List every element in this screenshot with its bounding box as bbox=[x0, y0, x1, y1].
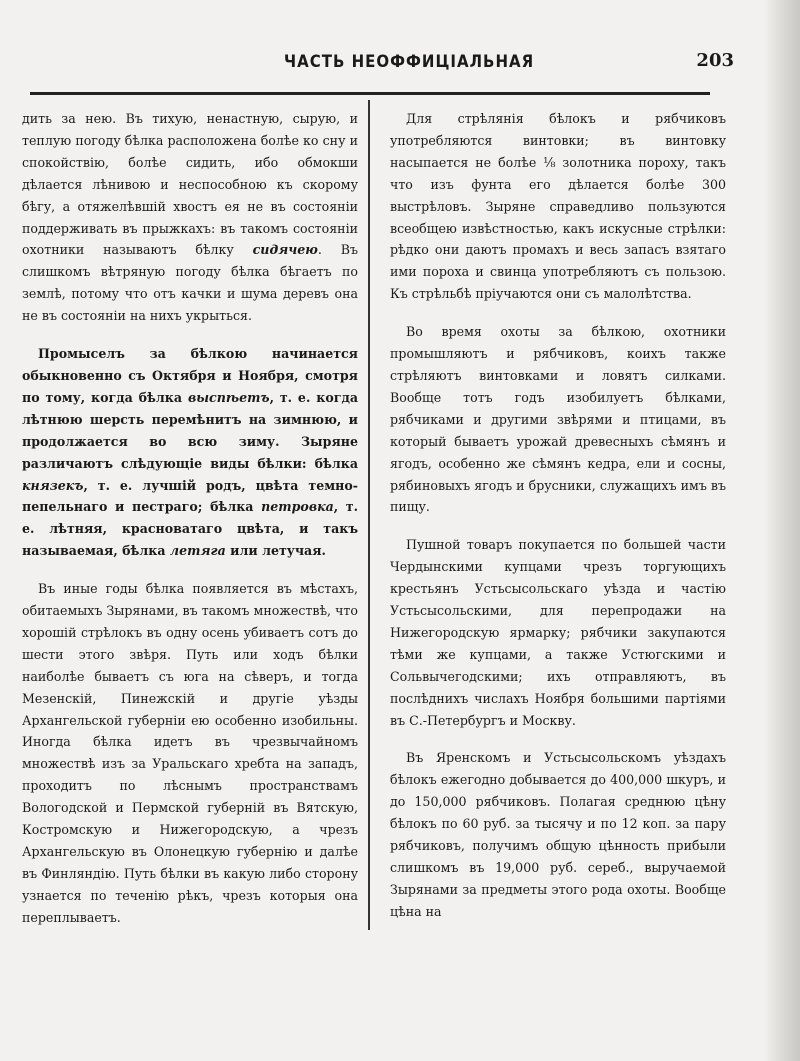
text-run: Въ Яренскомъ и Устьсысольскомъ уѣздахъ бѣлокъ ежегодно добывается до 400,000 шкуръ, и до 150,000 рябчиковъ. Полагая среднюю цѣну бѣлокъ по 60 руб. за тысячу и по 12 коп. за пару рябчиковъ, получимъ общую цѣнность прибыли слишкомъ въ 19,000 руб. сереб., выручаемой Зырянами за предметы этого рода охоты. Вообще цѣна на bbox=[390, 750, 726, 919]
emphasis: выспѣетъ bbox=[187, 389, 270, 405]
text-run: дить за нею. bbox=[22, 111, 126, 126]
text-run: Въ тихую, ненастную, сырую, и теплую погоду бѣлка расположена болѣе ко сну и спокойствiю, болѣе сидить, ибо обмокши дѣлается лѣнивою и неспособною къ скорому бѣгу, а отяжелѣвшiй хвостъ ея не въ состоянiи поддерживать въ прыжкахъ: въ такомъ состоянiи охотники называютъ бѣлку bbox=[22, 111, 358, 258]
text-run: , т. е. лѣтняя, красноватаго цвѣта, и такъ называемая, бѣлка bbox=[22, 499, 358, 559]
text-run: Промыселъ за бѣлкою начинается обыкновенно съ Октября и Ноября, смотря по тому, когда бѣлка bbox=[22, 346, 358, 405]
paragraph bbox=[390, 747, 726, 922]
text-run: Для стрѣлянiя бѣлокъ и рябчиковъ употребляются винтовки; въ винтовку насыпается не болѣе ⅛ золотника пороху, такъ что изъ фунта его дѣлается болѣе 300 выстрѣловъ. Зыряне справедливо пользуются всеобщею извѣстностью, какъ искусные стрѣлки: рѣдко они даютъ промахъ и весь запасъ взятаго ими пороха и свинца употребляютъ съ пользою. Къ стрѣльбѣ прiучаются они съ малолѣтства. bbox=[390, 111, 726, 302]
text-run: , т. е. лучшiй родъ, цвѣта темно-пепельнаго и пестраго; бѣлка bbox=[22, 477, 358, 515]
text-run: , т. е. когда лѣтнюю шерсть перемѣнитъ на зимнюю, и продолжается во всю зиму. Зыряне различаютъ слѣдующiе виды бѣлки: бѣлка bbox=[22, 389, 358, 471]
emphasis: князекъ bbox=[22, 477, 84, 493]
text-run: или летучая. bbox=[225, 543, 326, 559]
emphasis: сидячею bbox=[252, 242, 318, 258]
text-run: . Въ слишкомъ вѣтряную погоду бѣлка бѣгаетъ по землѣ, потому что отъ качки и шума деревъ она не въ состоянiи на нихъ укрыться. bbox=[22, 242, 358, 324]
text-run: Пушной товаръ покупается по большей части Чердынскими купцами чрезъ торгующихъ крестьянъ Устьсысольскаго уѣзда и частiю Устьсысольскими, для перепродажи на Нижегородскую ярмарку; рябчики закупаются тѣми же купцами, а также Устюгскими и Сольвычегодскими; ихъ отправляютъ, въ послѣднихъ числахъ Ноября большими партiями въ С.-Петербургъ и Москву. bbox=[390, 537, 726, 728]
emphasis: петровка bbox=[261, 499, 334, 515]
right-column bbox=[390, 108, 726, 923]
running-header bbox=[24, 50, 734, 76]
emphasis: летяга bbox=[169, 543, 226, 559]
page-number: 203 bbox=[696, 50, 734, 71]
header-title: ЧАСТЬ НЕОФФИЦIАЛЬНАЯ bbox=[284, 50, 535, 72]
column-divider bbox=[368, 100, 370, 930]
paragraph bbox=[22, 343, 358, 562]
book-spine-shadow bbox=[764, 0, 800, 1061]
paragraph bbox=[390, 321, 726, 518]
paragraph bbox=[22, 108, 358, 327]
paragraph bbox=[390, 108, 726, 305]
text-run: Во время охоты за бѣлкою, охотники промышляютъ и рябчиковъ, коихъ также стрѣляютъ винтовками и ловятъ силками. Вообще тотъ годъ изобилуетъ бѣлками, рябчиками и другими звѣрями и птицами, въ который бываетъ урожай древесныхъ сѣмянъ и ягодъ, особенно же сѣмянъ кедра, ели и сосны, рябиновыхъ ягодъ и брусники, служащихъ имъ въ пищу. bbox=[390, 324, 726, 515]
left-column bbox=[22, 108, 358, 929]
paragraph bbox=[22, 578, 358, 929]
text-run: Въ иные годы бѣлка появляется въ мѣстахъ, обитаемыхъ Зырянами, въ такомъ множествѣ, что хорошiй стрѣлокъ въ одну осень убиваетъ сотъ до шести этого звѣря. Путь или ходъ бѣлки наиболѣе бываетъ съ юга на сѣверъ, и тогда Мезенскiй, Пинежскiй и другiе уѣзды Архангельской губернiи ею особенно изобильны. Иногда бѣлка идетъ въ чрезвычайномъ множествѣ изъ за Уральскаго хребта на западъ, проходитъ по лѣснымъ пространствамъ Вологодской и Пермской губернiй въ Вятскую, Костромскую и Нижегородскую, а чрезъ Архангельскую въ Олонецкую губернiю и далѣе въ Финляндiю. Путь бѣлки въ какую либо сторону узнается по теченiю рѣкъ, чрезъ которыя она переплываетъ. bbox=[22, 581, 358, 925]
paragraph bbox=[390, 534, 726, 731]
header-rule bbox=[30, 92, 710, 95]
